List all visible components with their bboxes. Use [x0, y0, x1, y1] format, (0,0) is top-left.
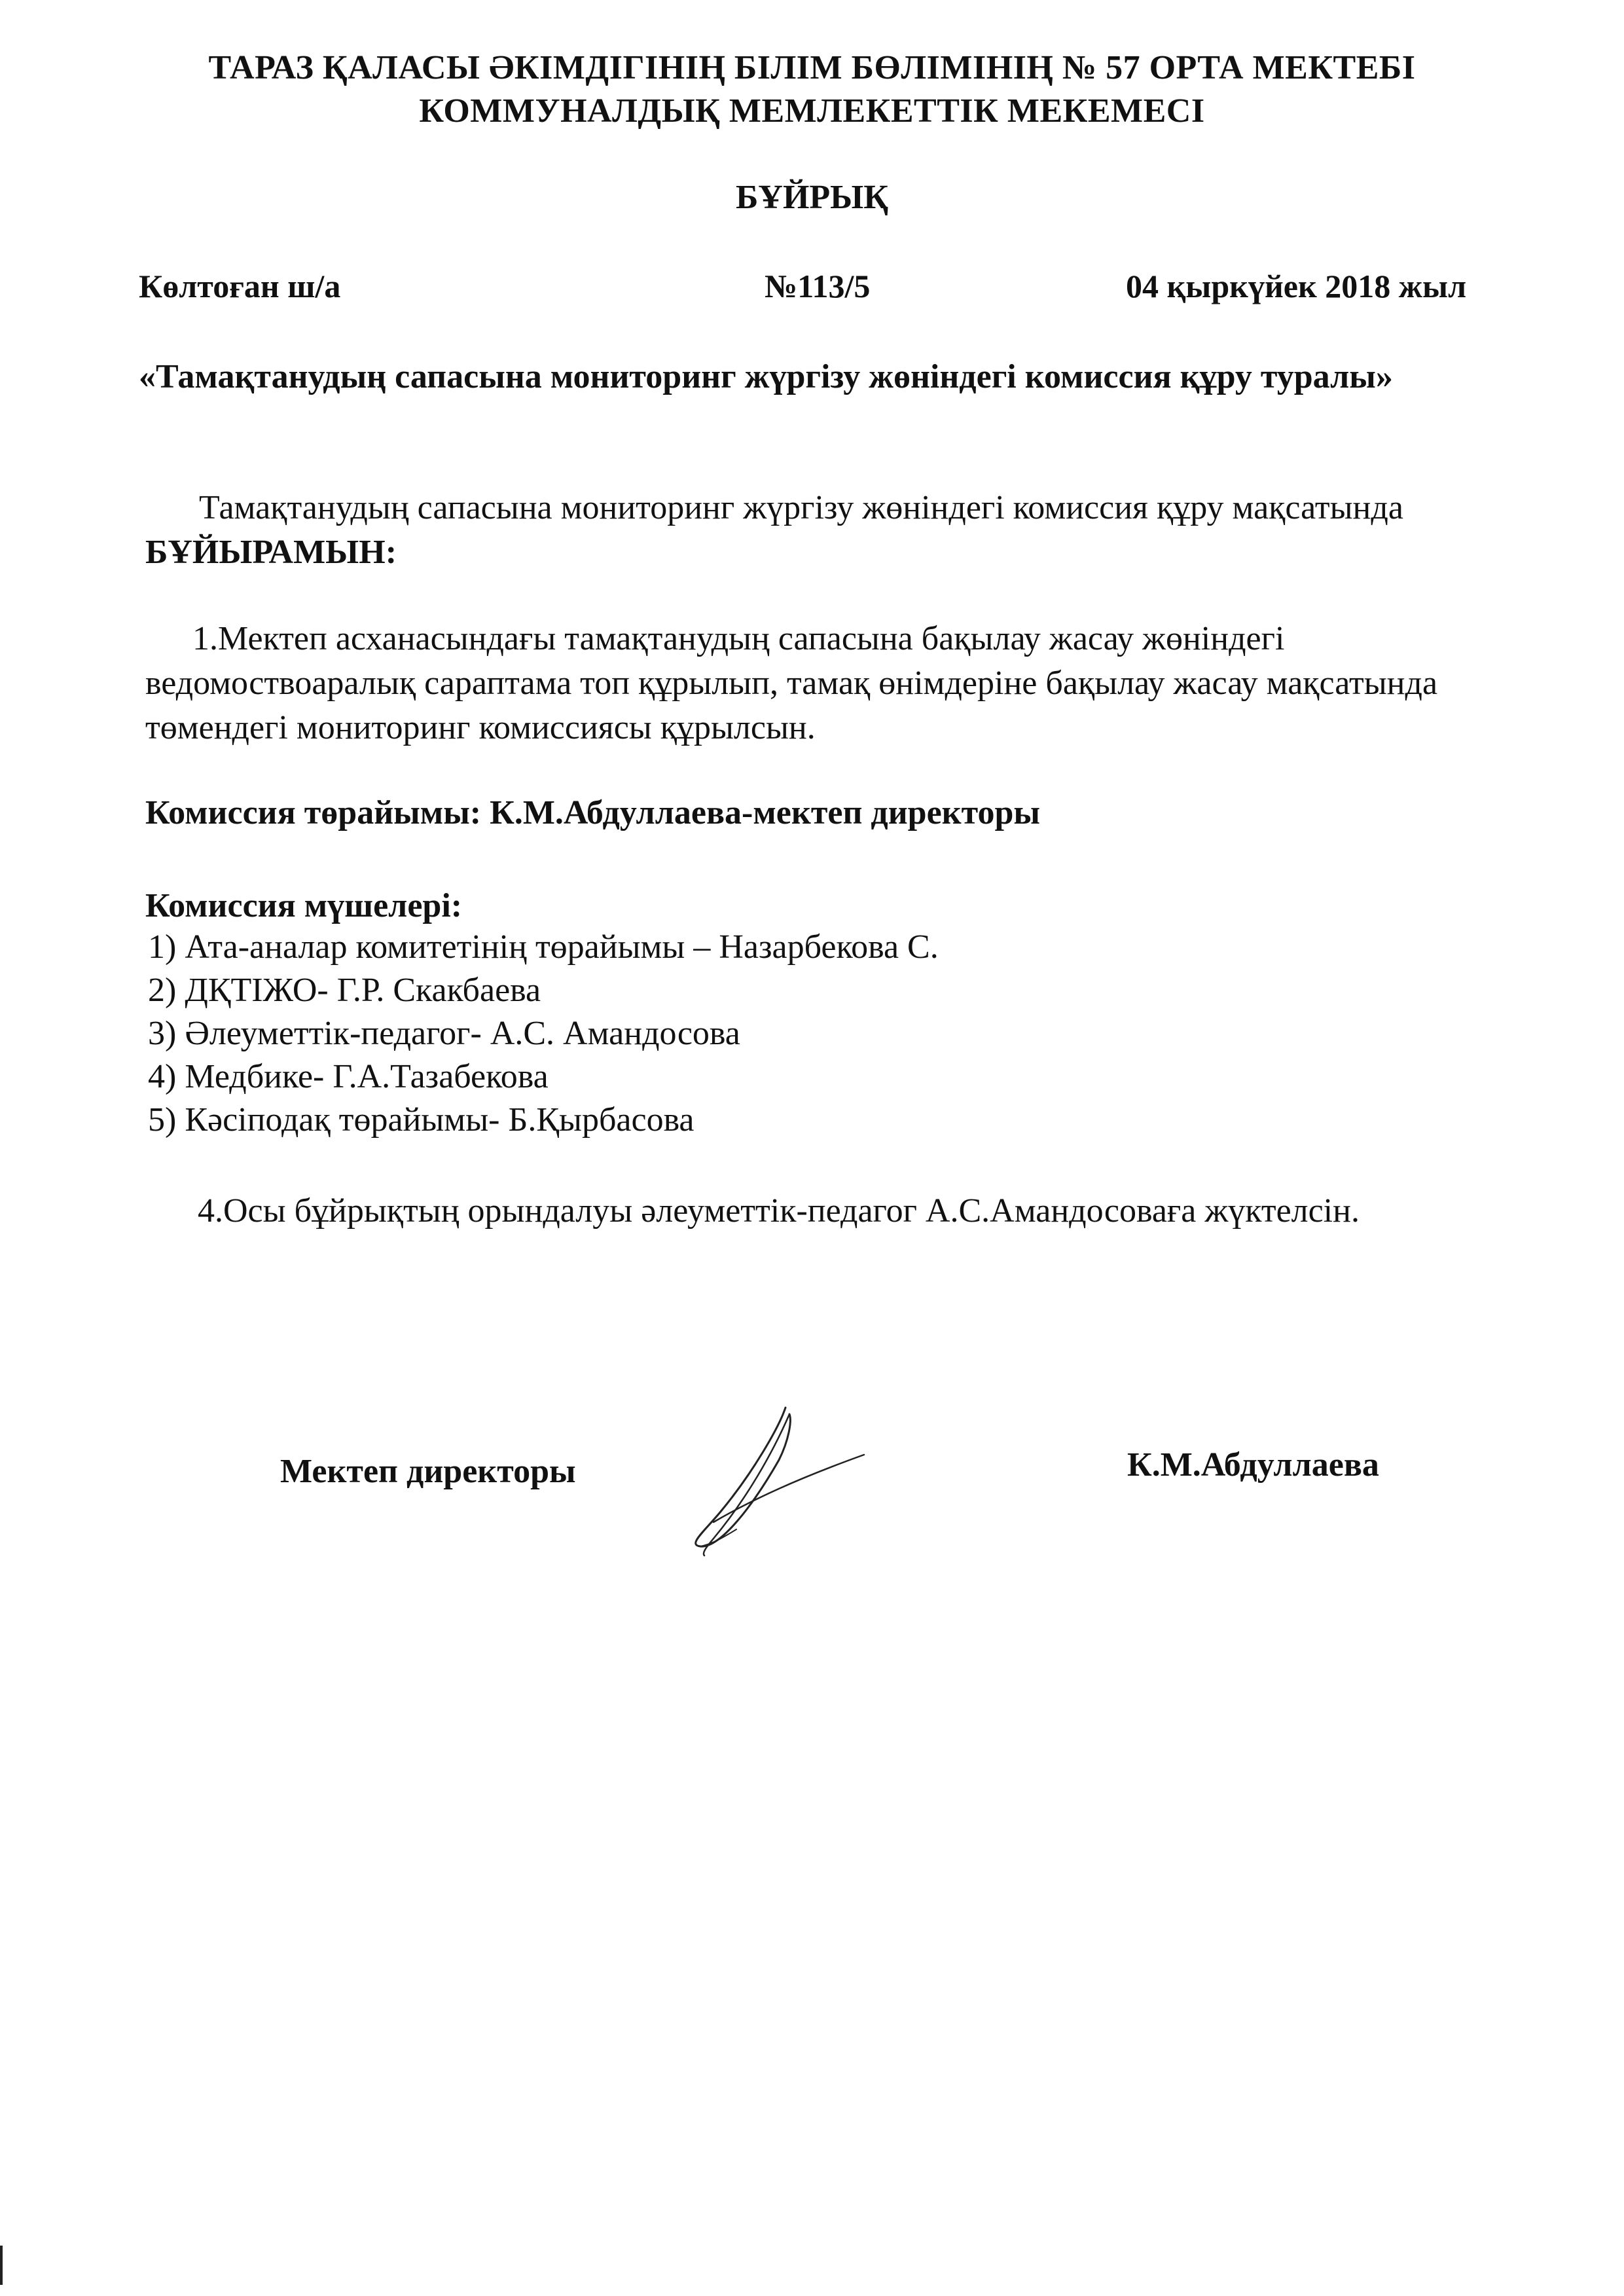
order-keyword: БҰЙЫРАМЫН: — [145, 534, 397, 571]
member-item: 2) ДҚТІЖО- Г.Р. Скакбаева — [148, 972, 541, 1009]
document-place: Көлтоған ш/а — [139, 268, 341, 304]
signatory-name: К.М.Абдуллаева — [1127, 1446, 1379, 1484]
order-item-1: 1.Мектеп асханасындағы тамақтанудың сапасына бақылау жасау жөніндегі ведомоствоаралық сараптама топ құрылып, тамақ өнімдеріне бақылау жасау мақсатында төмендегі мониторинг комиссиясы құрылсын. — [145, 620, 1438, 746]
signatory-role: Мектеп директоры — [280, 1453, 576, 1490]
commission-chair: Комиссия төрайымы: К.М.Абдуллаева-мектеп директоры — [145, 794, 1041, 831]
order-subject: «Тамақтанудың сапасына мониторинг жүргізу жөніндегі комиссия құру туралы» — [139, 358, 1393, 395]
member-item: 5) Кәсіподақ төрайымы- Б.Қырбасова — [148, 1101, 695, 1139]
member-item: 1) Ата-аналар комитетінің төрайымы – Назарбекова С. — [148, 928, 939, 966]
members-list — [148, 926, 939, 1142]
document-type-title: БҰЙРЫҚ — [736, 179, 888, 216]
order-item-4: 4.Осы бұйрықтың орындалуы әлеуметтік-педагог А.С.Амандосоваға жүктелсін. — [198, 1192, 1360, 1230]
member-item: 4) Медбике- Г.А.Тазабекова — [148, 1058, 549, 1095]
member-item: 3) Әлеуметтік-педагог- А.С. Амандосова — [148, 1015, 740, 1052]
scan-margin-mark — [0, 2246, 3, 2285]
organization-name-line-2: КОММУНАЛДЫҚ МЕМЛЕКЕТТІК МЕКЕМЕСІ — [419, 92, 1205, 130]
document-date: 04 қыркүйек 2018 жыл — [1126, 268, 1467, 304]
document-number: №113/5 — [765, 268, 871, 304]
organization-name-line-1: ТАРАЗ ҚАЛАСЫ ӘКІМДІГІНІҢ БІЛІМ БӨЛІМІНІҢ № 57 ОРТА МЕКТЕБІ — [208, 49, 1416, 86]
intro-paragraph — [145, 486, 1500, 575]
members-heading: Комиссия мүшелері: — [145, 887, 463, 924]
intro-text: Тамақтанудың сапасына мониторинг жүргізу жөніндегі комиссия құру мақсатында — [199, 489, 1403, 526]
handwritten-signature — [674, 1401, 871, 1571]
